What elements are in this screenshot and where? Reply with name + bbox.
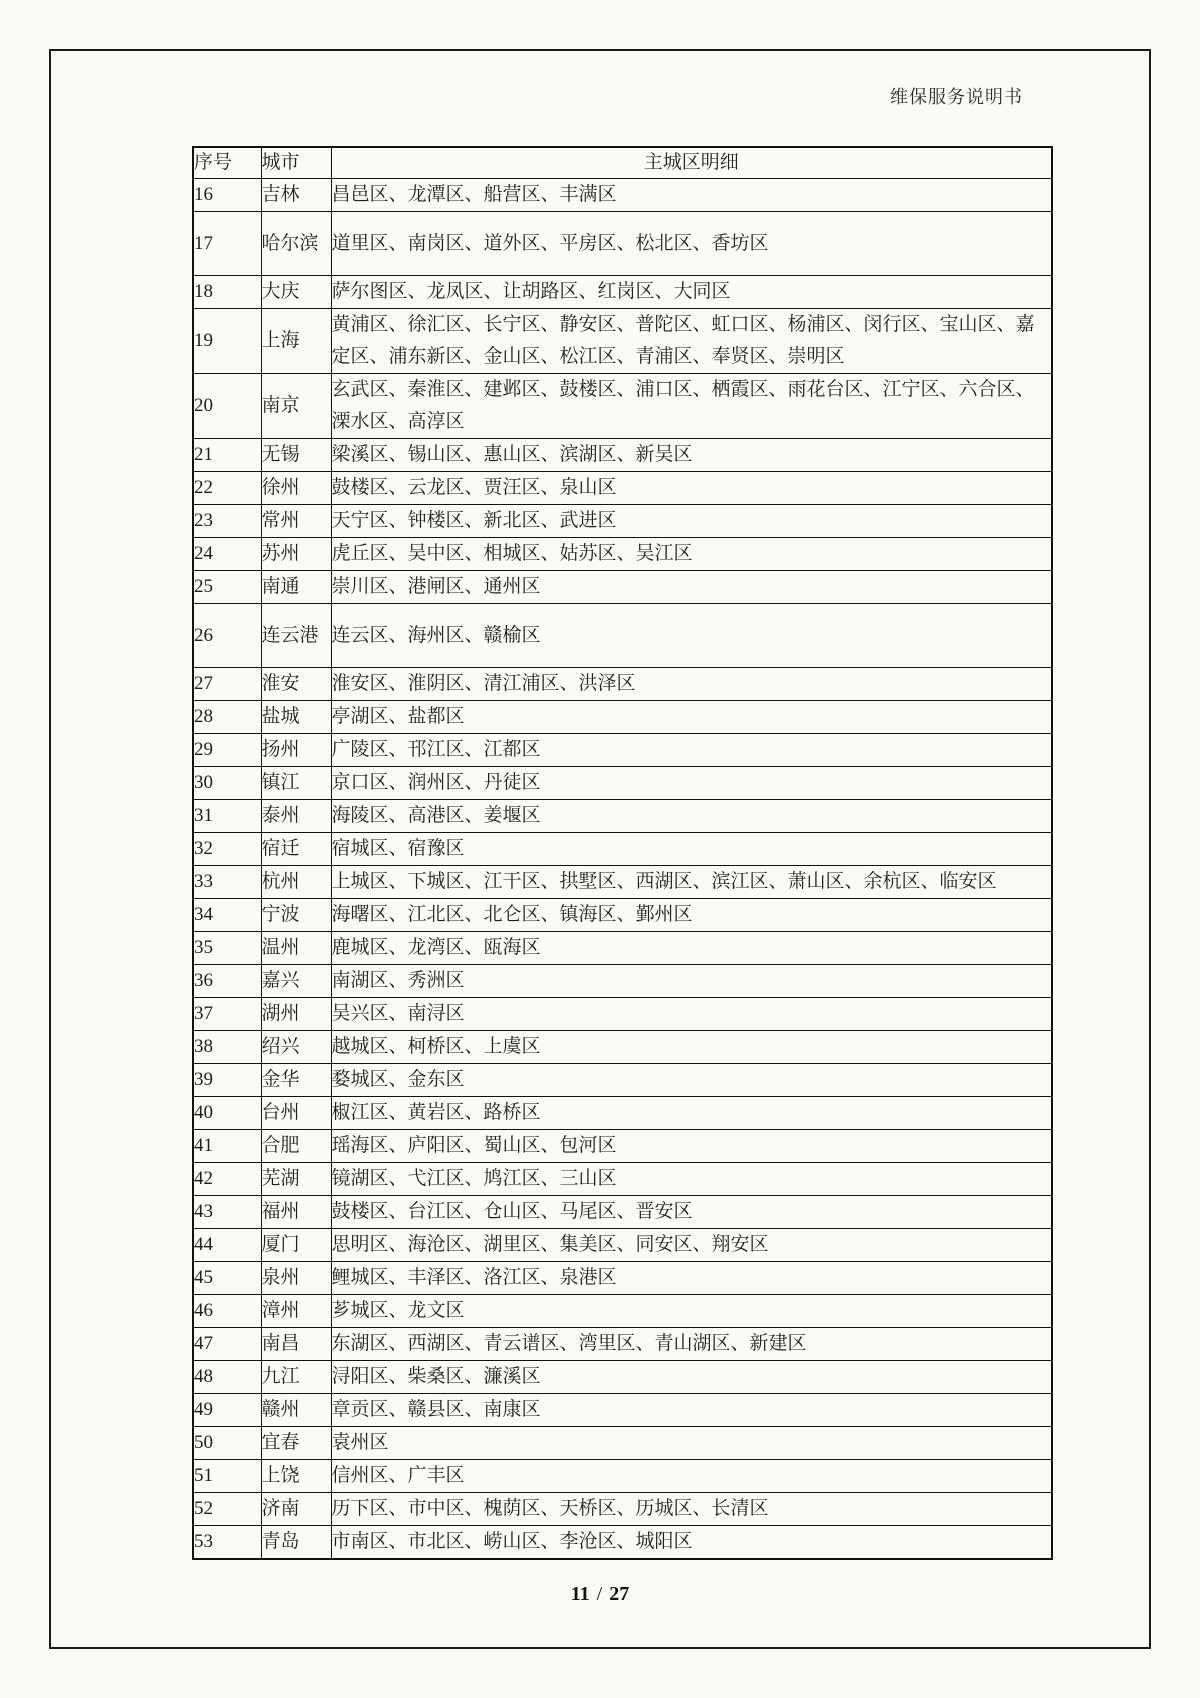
table-row [193, 899, 1052, 932]
row-index-cell: 47 [193, 1328, 261, 1361]
table-body [193, 179, 1052, 1560]
districts-cell: 芗城区、龙文区 [331, 1295, 1052, 1328]
row-index-cell: 16 [193, 179, 261, 212]
districts-cell: 亭湖区、盐都区 [331, 701, 1052, 734]
city-cell: 福州 [261, 1196, 331, 1229]
table-row [193, 472, 1052, 505]
districts-cell: 瑶海区、庐阳区、蜀山区、包河区 [331, 1130, 1052, 1163]
districts-cell: 思明区、海沧区、湖里区、集美区、同安区、翔安区 [331, 1229, 1052, 1262]
page-footer [0, 1583, 1200, 1606]
table-row [193, 1427, 1052, 1460]
column-header-city: 城市 [261, 147, 331, 179]
row-index-cell: 48 [193, 1361, 261, 1394]
city-cell: 宿迁 [261, 833, 331, 866]
table-row [193, 1460, 1052, 1493]
districts-cell: 玄武区、秦淮区、建邺区、鼓楼区、浦口区、栖霞区、雨花台区、江宁区、六合区、溧水区、高淳区 [331, 374, 1052, 439]
row-index-cell: 31 [193, 800, 261, 833]
table-row [193, 701, 1052, 734]
row-index-cell: 51 [193, 1460, 261, 1493]
city-cell: 常州 [261, 505, 331, 538]
row-index-cell: 49 [193, 1394, 261, 1427]
table-row [193, 833, 1052, 866]
districts-cell: 连云区、海州区、赣榆区 [331, 604, 1052, 668]
row-index-cell: 27 [193, 668, 261, 701]
city-cell: 漳州 [261, 1295, 331, 1328]
city-cell: 厦门 [261, 1229, 331, 1262]
districts-cell: 越城区、柯桥区、上虞区 [331, 1031, 1052, 1064]
table-row [193, 1229, 1052, 1262]
districts-cell: 市南区、市北区、崂山区、李沧区、城阳区 [331, 1526, 1052, 1560]
row-index-cell: 33 [193, 866, 261, 899]
row-index-cell: 37 [193, 998, 261, 1031]
row-index-cell: 19 [193, 309, 261, 374]
districts-cell: 镜湖区、弋江区、鸠江区、三山区 [331, 1163, 1052, 1196]
document-header-title: 维保服务说明书 [890, 87, 1023, 107]
table-row [193, 1097, 1052, 1130]
row-index-cell: 50 [193, 1427, 261, 1460]
row-index-cell: 34 [193, 899, 261, 932]
districts-cell: 萨尔图区、龙凤区、让胡路区、红岗区、大同区 [331, 276, 1052, 309]
districts-cell: 梁溪区、锡山区、惠山区、滨湖区、新吴区 [331, 439, 1052, 472]
city-cell: 赣州 [261, 1394, 331, 1427]
row-index-cell: 24 [193, 538, 261, 571]
city-cell: 温州 [261, 932, 331, 965]
districts-table [192, 146, 1053, 1560]
page-number-separator: / [596, 1583, 603, 1605]
row-index-cell: 20 [193, 374, 261, 439]
table-row [193, 800, 1052, 833]
table-row [193, 1262, 1052, 1295]
districts-cell: 鲤城区、丰泽区、洛江区、泉港区 [331, 1262, 1052, 1295]
districts-cell: 袁州区 [331, 1427, 1052, 1460]
row-index-cell: 44 [193, 1229, 261, 1262]
table-row [193, 212, 1052, 276]
table-row [193, 439, 1052, 472]
city-cell: 淮安 [261, 668, 331, 701]
row-index-cell: 46 [193, 1295, 261, 1328]
districts-cell: 黄浦区、徐汇区、长宁区、静安区、普陀区、虹口区、杨浦区、闵行区、宝山区、嘉定区、浦东新区、金山区、松江区、青浦区、奉贤区、崇明区 [331, 309, 1052, 374]
city-cell: 济南 [261, 1493, 331, 1526]
row-index-cell: 32 [193, 833, 261, 866]
table-row [193, 505, 1052, 538]
city-cell: 嘉兴 [261, 965, 331, 998]
table-row [193, 1130, 1052, 1163]
row-index-cell: 25 [193, 571, 261, 604]
table-row [193, 866, 1052, 899]
table-row [193, 374, 1052, 439]
districts-cell: 椒江区、黄岩区、路桥区 [331, 1097, 1052, 1130]
city-cell: 宁波 [261, 899, 331, 932]
districts-cell: 海陵区、高港区、姜堰区 [331, 800, 1052, 833]
city-cell: 大庆 [261, 276, 331, 309]
city-cell: 泉州 [261, 1262, 331, 1295]
table-row [193, 571, 1052, 604]
districts-cell: 浔阳区、柴桑区、濂溪区 [331, 1361, 1052, 1394]
districts-cell: 广陵区、邗江区、江都区 [331, 734, 1052, 767]
districts-cell: 南湖区、秀洲区 [331, 965, 1052, 998]
row-index-cell: 26 [193, 604, 261, 668]
city-cell: 扬州 [261, 734, 331, 767]
table-row [193, 1163, 1052, 1196]
table-row [193, 1526, 1052, 1560]
city-cell: 吉林 [261, 179, 331, 212]
city-cell: 杭州 [261, 866, 331, 899]
districts-cell: 上城区、下城区、江干区、拱墅区、西湖区、滨江区、萧山区、余杭区、临安区 [331, 866, 1052, 899]
city-cell: 南通 [261, 571, 331, 604]
districts-cell: 崇川区、港闸区、通州区 [331, 571, 1052, 604]
table-row [193, 767, 1052, 800]
row-index-cell: 23 [193, 505, 261, 538]
row-index-cell: 41 [193, 1130, 261, 1163]
city-cell: 上海 [261, 309, 331, 374]
table-row [193, 604, 1052, 668]
table-row [193, 309, 1052, 374]
districts-cell: 鼓楼区、云龙区、贾汪区、泉山区 [331, 472, 1052, 505]
city-cell: 宜春 [261, 1427, 331, 1460]
city-cell: 南京 [261, 374, 331, 439]
districts-cell: 历下区、市中区、槐荫区、天桥区、历城区、长清区 [331, 1493, 1052, 1526]
table-row [193, 1493, 1052, 1526]
city-cell: 镇江 [261, 767, 331, 800]
table-row [193, 1394, 1052, 1427]
city-cell: 上饶 [261, 1460, 331, 1493]
city-cell: 芜湖 [261, 1163, 331, 1196]
row-index-cell: 52 [193, 1493, 261, 1526]
row-index-cell: 45 [193, 1262, 261, 1295]
districts-cell: 东湖区、西湖区、青云谱区、湾里区、青山湖区、新建区 [331, 1328, 1052, 1361]
row-index-cell: 39 [193, 1064, 261, 1097]
table-row [193, 1196, 1052, 1229]
city-cell: 哈尔滨 [261, 212, 331, 276]
districts-cell: 宿城区、宿豫区 [331, 833, 1052, 866]
row-index-cell: 35 [193, 932, 261, 965]
districts-cell: 天宁区、钟楼区、新北区、武进区 [331, 505, 1052, 538]
row-index-cell: 43 [193, 1196, 261, 1229]
row-index-cell: 38 [193, 1031, 261, 1064]
districts-cell: 婺城区、金东区 [331, 1064, 1052, 1097]
table-row [193, 1361, 1052, 1394]
table-row [193, 965, 1052, 998]
column-header-districts: 主城区明细 [331, 147, 1052, 179]
row-index-cell: 22 [193, 472, 261, 505]
row-index-cell: 30 [193, 767, 261, 800]
city-cell: 连云港 [261, 604, 331, 668]
table-row [193, 179, 1052, 212]
city-cell: 苏州 [261, 538, 331, 571]
districts-cell: 昌邑区、龙潭区、船营区、丰满区 [331, 179, 1052, 212]
city-cell: 泰州 [261, 800, 331, 833]
districts-cell: 海曙区、江北区、北仑区、镇海区、鄞州区 [331, 899, 1052, 932]
districts-cell: 京口区、润州区、丹徒区 [331, 767, 1052, 800]
city-cell: 盐城 [261, 701, 331, 734]
table-row [193, 998, 1052, 1031]
page-number-current: 11 [570, 1583, 590, 1605]
city-cell: 绍兴 [261, 1031, 331, 1064]
table-header-row [193, 147, 1052, 179]
table-row [193, 1064, 1052, 1097]
table-row [193, 1295, 1052, 1328]
row-index-cell: 40 [193, 1097, 261, 1130]
table-row [193, 734, 1052, 767]
city-cell: 合肥 [261, 1130, 331, 1163]
table-row [193, 668, 1052, 701]
districts-cell: 信州区、广丰区 [331, 1460, 1052, 1493]
row-index-cell: 28 [193, 701, 261, 734]
city-cell: 九江 [261, 1361, 331, 1394]
column-header-index: 序号 [193, 147, 261, 179]
city-cell: 南昌 [261, 1328, 331, 1361]
row-index-cell: 29 [193, 734, 261, 767]
table-row [193, 932, 1052, 965]
districts-cell: 鼓楼区、台江区、仓山区、马尾区、晋安区 [331, 1196, 1052, 1229]
city-cell: 湖州 [261, 998, 331, 1031]
city-cell: 青岛 [261, 1526, 331, 1560]
districts-cell: 鹿城区、龙湾区、瓯海区 [331, 932, 1052, 965]
districts-cell: 道里区、南岗区、道外区、平房区、松北区、香坊区 [331, 212, 1052, 276]
table-row [193, 276, 1052, 309]
row-index-cell: 18 [193, 276, 261, 309]
districts-cell: 章贡区、赣县区、南康区 [331, 1394, 1052, 1427]
city-cell: 无锡 [261, 439, 331, 472]
page-number-total: 27 [609, 1583, 630, 1605]
districts-cell: 虎丘区、吴中区、相城区、姑苏区、吴江区 [331, 538, 1052, 571]
districts-cell: 吴兴区、南浔区 [331, 998, 1052, 1031]
row-index-cell: 36 [193, 965, 261, 998]
districts-cell: 淮安区、淮阴区、清江浦区、洪泽区 [331, 668, 1052, 701]
city-cell: 金华 [261, 1064, 331, 1097]
city-cell: 台州 [261, 1097, 331, 1130]
table-row [193, 1328, 1052, 1361]
table-row [193, 1031, 1052, 1064]
table-row [193, 538, 1052, 571]
row-index-cell: 17 [193, 212, 261, 276]
city-cell: 徐州 [261, 472, 331, 505]
row-index-cell: 21 [193, 439, 261, 472]
row-index-cell: 42 [193, 1163, 261, 1196]
row-index-cell: 53 [193, 1526, 261, 1560]
